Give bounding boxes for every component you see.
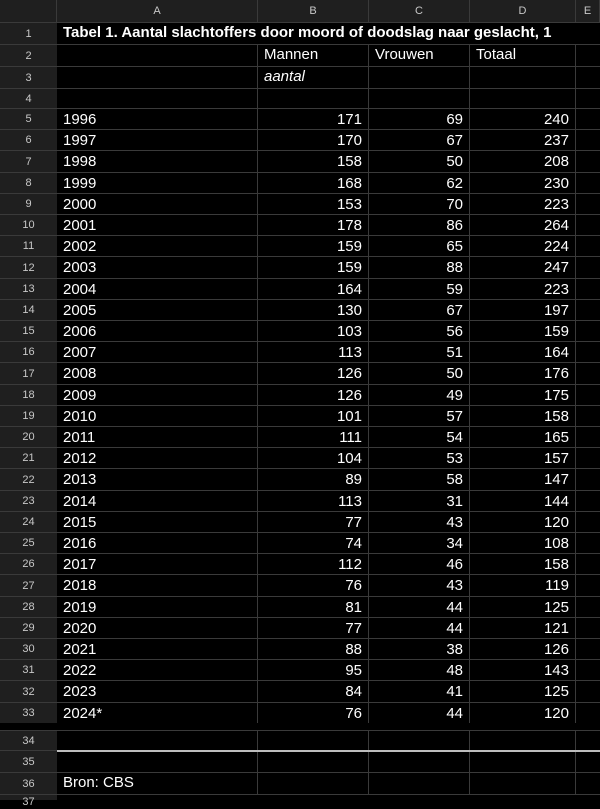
vrouwen-cell[interactable]: 70	[369, 194, 470, 214]
row-header[interactable]: 28	[0, 596, 57, 617]
table-row	[57, 150, 600, 172]
mannen-cell[interactable]: 168	[258, 173, 369, 193]
header-mannen-cell[interactable]: Mannen	[258, 45, 369, 66]
table-row	[57, 772, 600, 794]
table-row	[57, 108, 600, 129]
totaal-cell[interactable]: 158	[470, 554, 576, 574]
cell[interactable]	[258, 731, 369, 750]
totaal-cell[interactable]: 224	[470, 236, 576, 256]
year-cell[interactable]: 2003	[57, 257, 258, 278]
cell[interactable]	[57, 89, 258, 108]
cell[interactable]	[369, 731, 470, 750]
totaal-cell[interactable]: 223	[470, 194, 576, 214]
vrouwen-cell[interactable]: 38	[369, 639, 470, 659]
vrouwen-cell[interactable]: 50	[369, 363, 470, 384]
row-header[interactable]: 31	[0, 659, 57, 680]
vrouwen-cell[interactable]: 48	[369, 660, 470, 680]
year-cell[interactable]: 2002	[57, 236, 258, 256]
table-row	[57, 172, 600, 193]
select-all-corner[interactable]	[0, 0, 57, 22]
table-row	[57, 129, 600, 150]
mannen-cell[interactable]: 159	[258, 236, 369, 256]
vrouwen-cell[interactable]: 49	[369, 385, 470, 405]
table-row	[57, 553, 600, 574]
header-totaal-cell[interactable]: Totaal	[470, 45, 576, 66]
totaal-cell[interactable]: 264	[470, 215, 576, 235]
cell[interactable]	[470, 731, 576, 750]
year-cell[interactable]: 1996	[57, 109, 258, 129]
vrouwen-cell[interactable]: 53	[369, 448, 470, 468]
mannen-cell[interactable]: 95	[258, 660, 369, 680]
row-header[interactable]: 18	[0, 384, 57, 405]
table-row	[57, 405, 600, 426]
row-header[interactable]: 24	[0, 511, 57, 532]
cell[interactable]	[470, 773, 576, 794]
row-header[interactable]: 29	[0, 617, 57, 638]
year-cell[interactable]: 2001	[57, 215, 258, 235]
row-header[interactable]: 33	[0, 702, 57, 723]
vrouwen-cell[interactable]: 57	[369, 406, 470, 426]
row-header[interactable]: 25	[0, 532, 57, 553]
table-row	[57, 702, 600, 723]
year-cell[interactable]: 2005	[57, 300, 258, 320]
year-cell[interactable]: 2007	[57, 342, 258, 362]
cell[interactable]	[369, 773, 470, 794]
row-header[interactable]: 34	[0, 730, 57, 750]
mannen-cell[interactable]: 153	[258, 194, 369, 214]
mannen-cell[interactable]: 170	[258, 130, 369, 150]
row-header[interactable]: 30	[0, 638, 57, 659]
table-row	[57, 680, 600, 702]
table-title-cell[interactable]: Tabel 1. Aantal slachtoffers door moord of doodslag naar geslacht, 1	[63, 24, 552, 41]
mannen-cell[interactable]: 77	[258, 618, 369, 638]
cell[interactable]	[470, 752, 576, 772]
totaal-cell[interactable]: 247	[470, 257, 576, 278]
mannen-cell[interactable]: 84	[258, 681, 369, 702]
mannen-cell[interactable]: 76	[258, 575, 369, 596]
vrouwen-cell[interactable]: 41	[369, 681, 470, 702]
totaal-cell[interactable]: 176	[470, 363, 576, 384]
mannen-cell[interactable]: 113	[258, 491, 369, 511]
cell[interactable]	[470, 67, 576, 88]
year-cell[interactable]: 1997	[57, 130, 258, 150]
vrouwen-cell[interactable]: 88	[369, 257, 470, 278]
mannen-cell[interactable]: 101	[258, 406, 369, 426]
table-row	[57, 574, 600, 596]
totaal-cell[interactable]: 126	[470, 639, 576, 659]
year-cell[interactable]: 2004	[57, 279, 258, 299]
vrouwen-cell[interactable]: 59	[369, 279, 470, 299]
totaal-cell[interactable]: 125	[470, 681, 576, 702]
mannen-cell[interactable]: 164	[258, 279, 369, 299]
table-row	[57, 44, 600, 66]
table-row	[57, 532, 600, 553]
table-row	[57, 214, 600, 235]
table-row	[57, 193, 600, 214]
row-header[interactable]: 5	[0, 108, 57, 129]
row-header[interactable]: 20	[0, 426, 57, 447]
mannen-cell[interactable]: 88	[258, 639, 369, 659]
mannen-cell[interactable]: 103	[258, 321, 369, 341]
mannen-cell[interactable]: 113	[258, 342, 369, 362]
row-header[interactable]: 21	[0, 447, 57, 468]
vrouwen-cell[interactable]: 44	[369, 703, 470, 723]
row-header[interactable]: 10	[0, 214, 57, 235]
mannen-cell[interactable]: 159	[258, 257, 369, 278]
vrouwen-cell[interactable]: 58	[369, 469, 470, 490]
table-row	[57, 320, 600, 341]
table-row	[57, 659, 600, 680]
mannen-cell[interactable]: 74	[258, 533, 369, 553]
table-row	[57, 596, 600, 617]
table-row	[57, 794, 600, 800]
row-header[interactable]: 7	[0, 150, 57, 172]
table-row	[57, 490, 600, 511]
vrouwen-cell[interactable]: 67	[369, 130, 470, 150]
mannen-cell[interactable]: 76	[258, 703, 369, 723]
year-cell[interactable]: 2000	[57, 194, 258, 214]
row-header[interactable]: 2	[0, 44, 57, 66]
mannen-cell[interactable]: 171	[258, 109, 369, 129]
totaal-cell[interactable]: 237	[470, 130, 576, 150]
year-cell[interactable]: 2011	[57, 427, 258, 447]
row-header[interactable]: 9	[0, 193, 57, 214]
header-vrouwen-cell[interactable]: Vrouwen	[369, 45, 470, 66]
year-cell[interactable]: 2006	[57, 321, 258, 341]
row-header[interactable]: 22	[0, 468, 57, 490]
vrouwen-cell[interactable]: 43	[369, 512, 470, 532]
totaal-cell[interactable]: 165	[470, 427, 576, 447]
column-header-d[interactable]: D	[470, 0, 576, 22]
totaal-cell[interactable]: 175	[470, 385, 576, 405]
year-cell[interactable]: 2009	[57, 385, 258, 405]
row-header[interactable]: 16	[0, 341, 57, 362]
totaal-cell[interactable]: 108	[470, 533, 576, 553]
totaal-cell[interactable]: 208	[470, 151, 576, 172]
mannen-cell[interactable]: 89	[258, 469, 369, 490]
vrouwen-cell[interactable]: 62	[369, 173, 470, 193]
table-row	[57, 66, 600, 88]
row-header[interactable]: 35	[0, 750, 57, 772]
mannen-cell[interactable]: 126	[258, 385, 369, 405]
totaal-cell[interactable]: 143	[470, 660, 576, 680]
unit-cell[interactable]: aantal	[258, 67, 369, 88]
mannen-cell[interactable]: 158	[258, 151, 369, 172]
vrouwen-cell[interactable]: 69	[369, 109, 470, 129]
year-cell[interactable]: 2013	[57, 469, 258, 490]
row-header[interactable]: 15	[0, 320, 57, 341]
vrouwen-cell[interactable]: 44	[369, 618, 470, 638]
year-cell[interactable]: 2020	[57, 618, 258, 638]
cell[interactable]	[369, 67, 470, 88]
table-row	[57, 22, 600, 44]
cell[interactable]	[369, 752, 470, 772]
row-header[interactable]: 27	[0, 574, 57, 596]
year-cell[interactable]: 2018	[57, 575, 258, 596]
year-cell[interactable]: 1999	[57, 173, 258, 193]
vrouwen-cell[interactable]: 54	[369, 427, 470, 447]
table-row	[57, 299, 600, 320]
table-row	[57, 341, 600, 362]
row-header[interactable]: 23	[0, 490, 57, 511]
table-row	[57, 384, 600, 405]
vrouwen-cell[interactable]: 46	[369, 554, 470, 574]
vrouwen-cell[interactable]: 50	[369, 151, 470, 172]
table-row	[57, 447, 600, 468]
totaal-cell[interactable]: 240	[470, 109, 576, 129]
table-row	[57, 256, 600, 278]
vrouwen-cell[interactable]: 34	[369, 533, 470, 553]
table-row	[57, 235, 600, 256]
column-header-a[interactable]: A	[57, 0, 258, 22]
totaal-cell[interactable]: 120	[470, 512, 576, 532]
year-cell[interactable]: 2023	[57, 681, 258, 702]
totaal-cell[interactable]: 230	[470, 173, 576, 193]
column-header-e[interactable]: E	[576, 0, 600, 22]
year-cell[interactable]: 2012	[57, 448, 258, 468]
cell[interactable]	[57, 67, 258, 88]
table-row	[57, 362, 600, 384]
totaal-cell[interactable]: 144	[470, 491, 576, 511]
row-header[interactable]: 17	[0, 362, 57, 384]
row-header[interactable]: 13	[0, 278, 57, 299]
row-header[interactable]: 32	[0, 680, 57, 702]
table-row	[57, 750, 600, 772]
year-cell[interactable]: 2017	[57, 554, 258, 574]
mannen-cell[interactable]: 178	[258, 215, 369, 235]
row-header[interactable]: 12	[0, 256, 57, 278]
vrouwen-cell[interactable]: 67	[369, 300, 470, 320]
vrouwen-cell[interactable]: 31	[369, 491, 470, 511]
row-header[interactable]: 37	[0, 794, 57, 800]
table-row	[57, 278, 600, 299]
row-header[interactable]: 36	[0, 772, 57, 794]
mannen-cell[interactable]: 81	[258, 597, 369, 617]
row-header[interactable]: 19	[0, 405, 57, 426]
year-cell[interactable]: 2016	[57, 533, 258, 553]
vrouwen-cell[interactable]: 43	[369, 575, 470, 596]
vrouwen-cell[interactable]: 56	[369, 321, 470, 341]
row-header[interactable]: 1	[0, 22, 57, 44]
totaal-cell[interactable]: 157	[470, 448, 576, 468]
row-header[interactable]: 4	[0, 88, 57, 108]
table-row	[57, 468, 600, 490]
totaal-cell[interactable]: 119	[470, 575, 576, 596]
row-header[interactable]: 11	[0, 235, 57, 256]
mannen-cell[interactable]: 111	[258, 427, 369, 447]
table-row	[57, 426, 600, 447]
totaal-cell[interactable]: 147	[470, 469, 576, 490]
table-row	[57, 88, 600, 108]
year-cell[interactable]: 2019	[57, 597, 258, 617]
totaal-cell[interactable]: 125	[470, 597, 576, 617]
year-cell[interactable]: 1998	[57, 151, 258, 172]
table-row	[57, 617, 600, 638]
table-row	[57, 511, 600, 532]
row-header[interactable]: 14	[0, 299, 57, 320]
row-header[interactable]: 26	[0, 553, 57, 574]
table-row	[57, 730, 600, 750]
year-cell[interactable]: 2010	[57, 406, 258, 426]
cell[interactable]	[57, 45, 258, 66]
column-header-c[interactable]: C	[369, 0, 470, 22]
mannen-cell[interactable]: 130	[258, 300, 369, 320]
totaal-cell[interactable]: 223	[470, 279, 576, 299]
year-cell[interactable]: 2015	[57, 512, 258, 532]
totaal-cell[interactable]: 197	[470, 300, 576, 320]
cell[interactable]	[258, 752, 369, 772]
mannen-cell[interactable]: 77	[258, 512, 369, 532]
mannen-cell[interactable]: 126	[258, 363, 369, 384]
source-cell[interactable]: Bron: CBS	[57, 773, 258, 794]
mannen-cell[interactable]: 112	[258, 554, 369, 574]
year-cell[interactable]: 2008	[57, 363, 258, 384]
vrouwen-cell[interactable]: 44	[369, 597, 470, 617]
cell[interactable]	[57, 752, 258, 772]
totaal-cell[interactable]: 121	[470, 618, 576, 638]
mannen-cell[interactable]: 104	[258, 448, 369, 468]
year-cell[interactable]: 2022	[57, 660, 258, 680]
year-cell[interactable]: 2014	[57, 491, 258, 511]
cell[interactable]	[258, 89, 369, 108]
row-header[interactable]: 3	[0, 66, 57, 88]
totaal-cell[interactable]: 158	[470, 406, 576, 426]
totaal-cell[interactable]: 120	[470, 703, 576, 723]
year-cell[interactable]: 2024*	[57, 703, 258, 723]
cell[interactable]	[57, 731, 258, 750]
row-header[interactable]: 8	[0, 172, 57, 193]
totaal-cell[interactable]: 164	[470, 342, 576, 362]
vrouwen-cell[interactable]: 51	[369, 342, 470, 362]
cell[interactable]	[258, 773, 369, 794]
totaal-cell[interactable]: 159	[470, 321, 576, 341]
vrouwen-cell[interactable]: 86	[369, 215, 470, 235]
row-header[interactable]: 6	[0, 129, 57, 150]
cell[interactable]	[369, 89, 470, 108]
cell[interactable]	[470, 89, 576, 108]
column-header-b[interactable]: B	[258, 0, 369, 22]
table-row	[57, 638, 600, 659]
year-cell[interactable]: 2021	[57, 639, 258, 659]
vrouwen-cell[interactable]: 65	[369, 236, 470, 256]
